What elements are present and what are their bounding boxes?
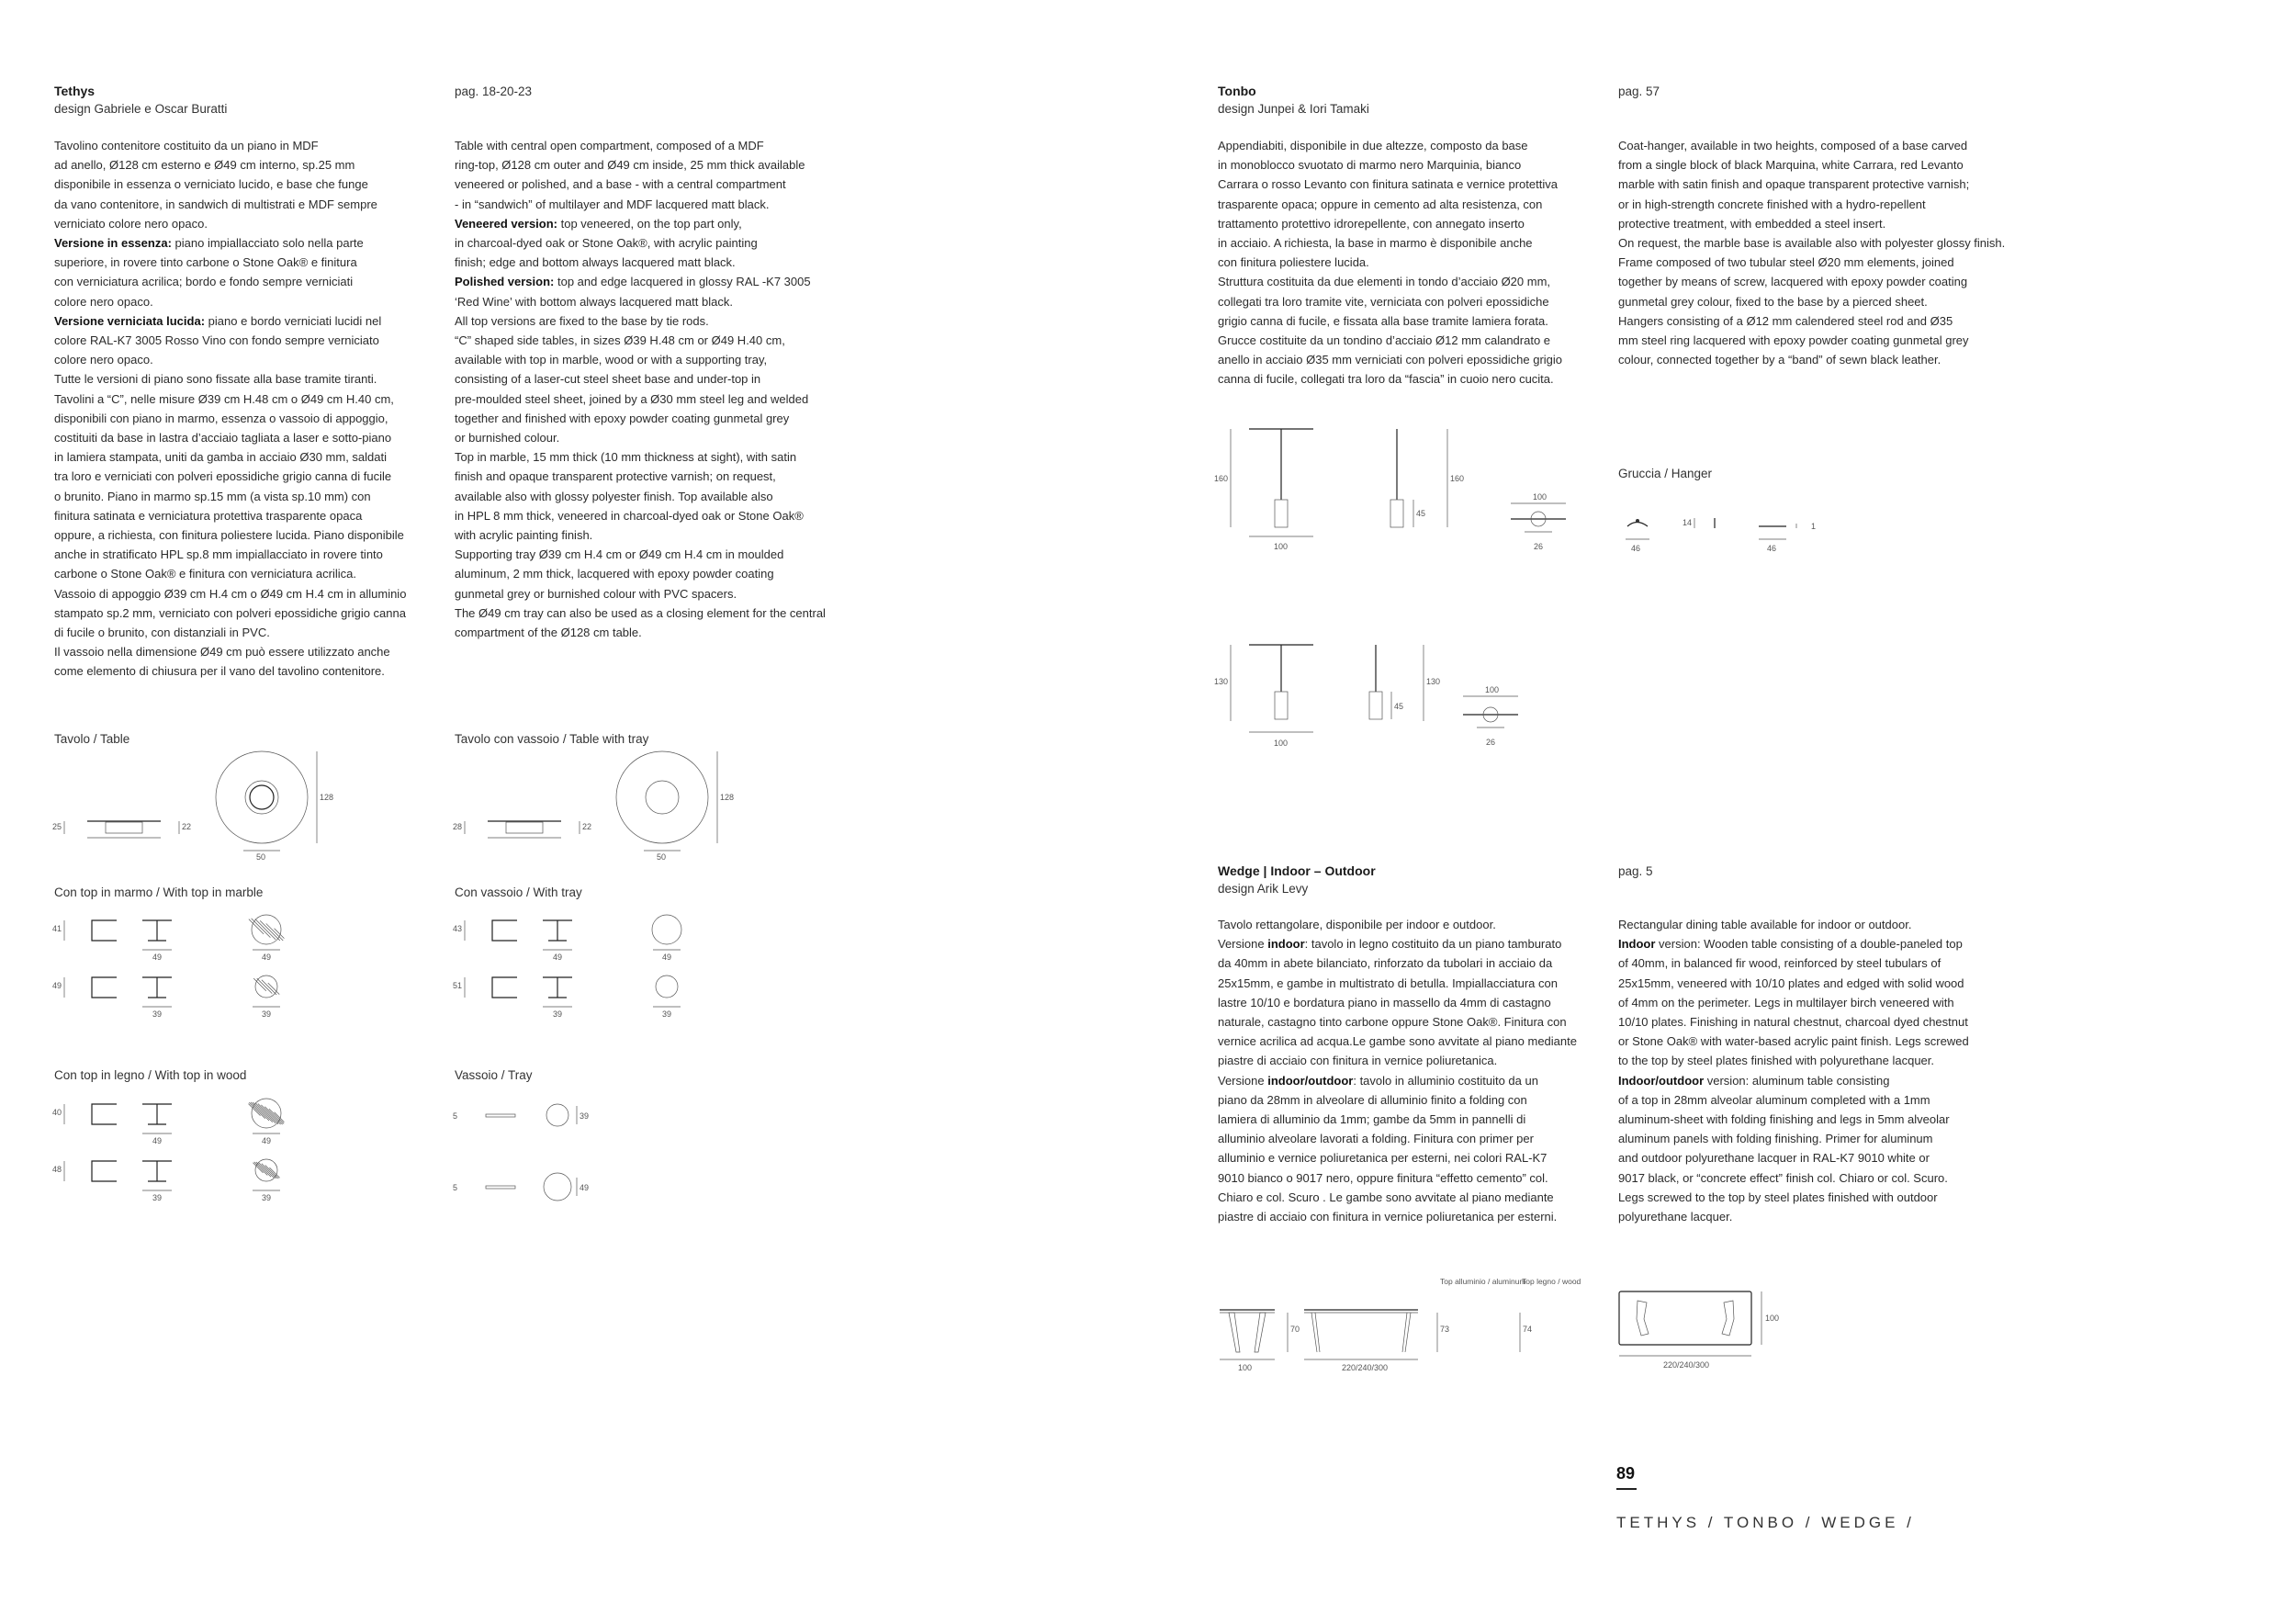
tonbo-header <box>1218 83 1369 118</box>
text-line: in HPL 8 mm thick, veneered in charcoal-dyed oak or Stone Oak® <box>455 508 804 523</box>
tethys-description-english <box>455 136 826 642</box>
text-line: ad anello, Ø128 cm esterno e Ø49 cm interno, sp.25 mm <box>54 158 355 173</box>
side-table-set <box>52 976 280 1019</box>
text-line: disponibili con piano in marmo, essenza o vassoio di appoggio, <box>54 411 388 425</box>
dim: 128 <box>720 793 735 802</box>
text-line: anche in stratificato HPL sp.8 mm impiallacciato in rovere tinto <box>54 547 383 562</box>
text-line: costituiti da base in lastra d’acciaio tagliata a laser e sotto-piano <box>54 431 392 445</box>
text-line: with acrylic painting finish. <box>455 528 593 543</box>
dim: 22 <box>182 822 192 831</box>
text-line: lastre 10/10 e bordatura piano in massello da 4mm di castagno <box>1218 995 1551 1009</box>
text-line: Struttura costituita da due elementi in tondo d’acciaio Ø20 mm, <box>1218 275 1551 289</box>
tethys-table-drawing <box>51 751 344 862</box>
dim: 49 <box>553 953 563 962</box>
text-line: Hangers consisting of a Ø12 mm calendered steel rod and Ø35 <box>1618 313 1953 328</box>
text-line: come elemento di chiusura per il vano del tavolino contenitore. <box>54 664 385 679</box>
wedge-elevation-drawing <box>1212 1275 1616 1376</box>
text-line: to the top by steel plates finished with polyurethane lacquer. <box>1618 1054 1934 1068</box>
text-line: piastre di acciaio con finitura in vernice poliuretanica. <box>1218 1054 1498 1068</box>
tethys-tray-table-label: Tavolo con vassoio / Table with tray <box>455 732 649 746</box>
text-line: Versione in essenza: piano impiallacciato solo nella parte <box>54 236 364 251</box>
text-line: Indoor version: Wooden table consisting of a double-paneled top <box>1618 937 1963 952</box>
text-line: colour, connected together by a “band” of sewn black leather. <box>1618 353 1941 367</box>
dim: 220/240/300 <box>1663 1360 1710 1370</box>
text-line: mm steel ring lacquered with epoxy powder coating gunmetal grey <box>1618 333 1969 348</box>
wedge-designer: design Arik Levy <box>1218 882 1309 896</box>
dim: 128 <box>320 793 334 802</box>
dim: 100 <box>1274 739 1289 748</box>
dim: 25 <box>52 822 62 831</box>
dim: 100 <box>1533 492 1548 502</box>
text-line: da 40mm in abete bilanciato, rinforzato da tubolari in acciaio da <box>1218 956 1553 971</box>
text-line: Supporting tray Ø39 cm H.4 cm or Ø49 cm H.4 cm in moulded <box>455 547 784 562</box>
text-line: Rectangular dining table available for indoor or outdoor. <box>1618 918 1912 931</box>
text-line: 10/10 plates. Finishing in natural chestnut, charcoal dyed chestnut <box>1618 1015 1968 1030</box>
dim: 28 <box>453 822 463 831</box>
tonbo-hanger-label: Gruccia / Hanger <box>1618 467 1713 480</box>
text-line: vernice acrilica ad acqua.Le gambe sono avvitate al piano mediante <box>1218 1034 1577 1049</box>
dim: 49 <box>262 1136 272 1145</box>
text-line: in lamiera stampata, uniti da gamba in acciaio Ø30 mm, saldati <box>54 450 388 465</box>
dim: 48 <box>52 1165 62 1174</box>
tethys-description-italian <box>54 136 406 682</box>
tonbo-description-italian <box>1218 136 1562 389</box>
text-line: gunmetal grey or burnished colour with PVC spacers. <box>455 586 737 601</box>
dim: 49 <box>262 953 272 962</box>
tonbo-page-ref: pag. 57 <box>1618 85 1660 98</box>
dim: 74 <box>1523 1325 1533 1334</box>
text-line: Tutte le versioni di piano sono fissate alla base tramite tiranti. <box>54 372 377 387</box>
text-line: finitura satinata e verniciatura protettiva trasparente opaca <box>54 508 363 523</box>
tonbo-designer: design Junpei & Iori Tamaki <box>1218 102 1369 116</box>
text-line: consisting of a laser-cut steel sheet base and under-top in <box>455 372 761 387</box>
tonbo-title: Tonbo <box>1218 84 1256 98</box>
text-line: or Stone Oak® with water-based acrylic paint finish. Legs screwed <box>1618 1034 1969 1049</box>
text-line: canna di fucile, collegati tra loro da “fascia” in cuoio nero cucita. <box>1218 372 1554 387</box>
dim: 100 <box>1274 542 1289 551</box>
tethys-wood-drawings <box>51 1093 344 1212</box>
tethys-tray-label: Con vassoio / With tray <box>455 885 582 899</box>
text-line: 9010 bianco o 9017 nero, oppure finitura “effetto cemento” col. <box>1218 1170 1548 1185</box>
text-line: gunmetal grey colour, fixed to the base by a pierced sheet. <box>1618 294 1928 309</box>
wedge-description-italian <box>1218 915 1577 1226</box>
text-line: colore nero opaco. <box>54 294 153 309</box>
tonbo-description-english <box>1618 136 2005 369</box>
text-line: Versione verniciata lucida: piano e bordo verniciati lucidi nel <box>54 313 382 328</box>
tonbo-hanger-drawing-detail <box>1616 505 1855 560</box>
text-line: aluminum, 2 mm thick, lacquered with epoxy powder coating <box>455 567 774 581</box>
tethys-tray-drawings <box>451 909 745 1029</box>
dim: 46 <box>1631 544 1641 553</box>
dim: 50 <box>256 852 266 862</box>
text-line: Frame composed of two tubular steel Ø20 mm elements, joined <box>1618 255 1954 270</box>
text-line: Il vassoio nella dimensione Ø49 cm può essere utilizzato anche <box>54 645 390 660</box>
dim: 49 <box>580 1183 590 1192</box>
dim: Top legno / wood <box>1522 1277 1581 1286</box>
dim: 39 <box>662 1009 672 1019</box>
text-line: of 4mm on the perimeter. Legs in multilayer birch veneered with <box>1618 995 1954 1009</box>
text-line: Chiaro e col. Scuro . Le gambe sono avvitate al piano mediante <box>1218 1190 1554 1204</box>
text-line: Table with central open compartment, composed of a MDF <box>455 139 764 152</box>
tonbo-short-drawing <box>1212 640 1598 760</box>
text-line: and outdoor polyurethane lacquer in RAL-K7 9010 white or <box>1618 1151 1930 1166</box>
wedge-page-ref: pag. 5 <box>1618 864 1653 878</box>
text-line: marble with satin finish and opaque transparent protective varnish; <box>1618 177 1970 192</box>
text-line: finish; edge and bottom always lacquered matt black. <box>455 255 736 270</box>
side-table-set <box>52 1159 280 1202</box>
text-line: con finitura poliestere lucida. <box>1218 255 1369 270</box>
dim: 39 <box>262 1009 272 1019</box>
text-line: oppure, a richiesta, con finitura poliestere lucida. Piano disponibile <box>54 528 404 543</box>
tethys-page-ref: pag. 18-20-23 <box>455 85 533 98</box>
text-line: con verniciatura acrilica; bordo e fondo sempre verniciati <box>54 275 354 289</box>
dim: 5 <box>453 1183 458 1192</box>
dim: 45 <box>1394 702 1404 711</box>
text-line: colore RAL-K7 3005 Rosso Vino con fondo sempre verniciato <box>54 333 379 348</box>
dim: 41 <box>52 924 62 933</box>
text-line: aluminum panels with folding finishing. Primer for aluminum <box>1618 1132 1933 1146</box>
dim: 73 <box>1440 1325 1450 1334</box>
text-line: Vassoio di appoggio Ø39 cm H.4 cm o Ø49 cm H.4 cm in alluminio <box>54 586 407 601</box>
text-line: available with top in marble, wood or with a supporting tray, <box>455 353 768 367</box>
dim: 50 <box>657 852 667 862</box>
side-table-set <box>52 915 284 962</box>
text-line: stampato sp.2 mm, verniciato con polveri epossidiche grigio canna <box>54 605 406 620</box>
dim: 39 <box>152 1193 163 1202</box>
text-line: from a single block of black Marquina, white Carrara, red Levanto <box>1618 158 1964 173</box>
text-line: polyurethane lacquer. <box>1618 1210 1733 1224</box>
text-line: in monoblocco svuotato di marmo nero Marquinia, bianco <box>1218 158 1522 173</box>
side-table-set <box>453 976 681 1019</box>
text-line: Indoor/outdoor version: aluminum table consisting <box>1618 1073 1890 1088</box>
wedge-description-english <box>1618 915 1969 1226</box>
dim: 39 <box>553 1009 563 1019</box>
text-line: alluminio alveolare lavorati a folding. Finitura con primer per <box>1218 1132 1534 1146</box>
text-line: finish and opaque transparent protective varnish; on request, <box>455 469 776 484</box>
text-line: On request, the marble base is available also with polyester glossy finish. <box>1618 236 2006 251</box>
tethys-vassoio-drawings <box>451 1093 635 1212</box>
dim: 130 <box>1426 677 1441 686</box>
dim: 39 <box>152 1009 163 1019</box>
text-line: or burnished colour. <box>455 431 560 445</box>
wedge-plan-drawing <box>1616 1291 1800 1374</box>
tray-set <box>453 1104 589 1126</box>
text-line: Veneered version: top veneered, on the top part only, <box>455 216 742 231</box>
text-line: together by means of screw, lacquered with epoxy powder coating <box>1618 275 1968 289</box>
dim: 46 <box>1767 544 1777 553</box>
dim: 49 <box>662 953 672 962</box>
text-line: trasparente opaca; oppure in cemento ad alta resistenza, con <box>1218 197 1543 211</box>
text-line: Coat-hanger, available in two heights, composed of a base carved <box>1618 139 1968 152</box>
dim: 130 <box>1214 677 1229 686</box>
wedge-header <box>1218 863 1376 897</box>
text-line: of 40mm, in balanced fir wood, reinforced by steel tubulars of <box>1618 956 1941 971</box>
dim: 100 <box>1765 1314 1780 1323</box>
text-line: anello in acciaio Ø35 mm verniciati con polveri epossidiche grigio <box>1218 353 1563 367</box>
tethys-designer: design Gabriele e Oscar Buratti <box>54 102 228 116</box>
text-line: available also with glossy polyester finish. Top available also <box>455 489 773 503</box>
dim: 43 <box>453 924 463 933</box>
tray-set <box>453 1173 589 1201</box>
text-line: carbone o Stone Oak® e finitura con verniciatura acrilica. <box>54 567 356 581</box>
text-line: Tavolini a “C”, nelle misure Ø39 cm H.48 cm o Ø49 cm H.40 cm, <box>54 391 394 406</box>
dim: 49 <box>152 953 163 962</box>
text-line: 25x15mm, e gambe in multistrato di betulla. Impiallacciatura con <box>1218 976 1558 990</box>
tethys-vassoio-label: Vassoio / Tray <box>455 1068 533 1082</box>
text-line: veneered or polished, and a base - with a central compartment <box>455 177 786 192</box>
text-line: - in “sandwich” of multilayer and MDF lacquered matt black. <box>455 197 770 211</box>
text-line: Polished version: top and edge lacquered in glossy RAL -K7 3005 <box>455 275 811 289</box>
text-line: trattamento protettivo idrorepellente, con annegato inserto <box>1218 216 1525 231</box>
text-line: Versione indoor: tavolo in legno costituito da un piano tamburato <box>1218 937 1562 952</box>
text-line: Top in marble, 15 mm thick (10 mm thickness at sight), with satin <box>455 450 797 465</box>
text-line: “C” shaped side tables, in sizes Ø39 H.48 cm or Ø49 H.40 cm, <box>455 333 785 348</box>
dim: 22 <box>582 822 592 831</box>
text-line: 25x15mm, veneered with 10/10 plates and edged with solid wood <box>1618 976 1964 990</box>
text-line: ‘Red Wine’ with bottom always lacquered matt black. <box>455 294 733 309</box>
dim: 26 <box>1534 542 1544 551</box>
text-line: piano da 28mm in alveolare di alluminio finito a folding con <box>1218 1092 1527 1107</box>
side-table-set <box>52 1099 284 1145</box>
text-line: di fucile o brunito, con distanziali in PVC. <box>54 626 270 640</box>
dim: 49 <box>52 981 62 990</box>
text-line: tra loro e verniciati con polveri epossidiche grigio canna di fucile <box>54 469 392 484</box>
text-line: protective treatment, with embedded a steel insert. <box>1618 216 1886 231</box>
dim: 45 <box>1416 509 1426 518</box>
tethys-header <box>54 83 227 118</box>
text-line: collegati tra loro tramite vite, verniciata con polveri epossidiche <box>1218 294 1549 309</box>
tethys-tray-table-drawing <box>451 751 745 862</box>
text-line: Carrara o rosso Levanto con finitura satinata e vernice protettiva <box>1218 177 1558 192</box>
dim: 70 <box>1290 1325 1300 1334</box>
text-line: The Ø49 cm tray can also be used as a closing element for the central <box>455 605 826 620</box>
text-line: of a top in 28mm alveolar aluminum completed with a 1mm <box>1618 1092 1930 1107</box>
text-line: verniciato colore nero opaco. <box>54 216 208 231</box>
text-line: piastre di acciaio con finitura in vernice poliuretanica per esterni. <box>1218 1210 1558 1224</box>
text-line: Appendiabiti, disponibile in due altezze, composto da base <box>1218 139 1528 152</box>
collection-footer: TETHYS / TONBO / WEDGE / <box>1616 1514 1915 1531</box>
text-line: lamiera di alluminio da 1mm; gambe da 5mm in pannelli di <box>1218 1112 1526 1127</box>
dim: 49 <box>152 1136 163 1145</box>
page-number-underline <box>1616 1488 1637 1490</box>
dim: Top alluminio / aluminum <box>1440 1277 1526 1286</box>
text-line: grigio canna di fucile, e fissata alla base tramite lamiera forata. <box>1218 313 1548 328</box>
text-line: alluminio e vernice poliuretanica per esterni, nei colori RAL-K7 <box>1218 1151 1548 1166</box>
dim: 100 <box>1485 685 1500 694</box>
dim: 5 <box>453 1111 458 1121</box>
text-line: disponibile in essenza o verniciato lucido, e base che funge <box>54 177 368 192</box>
text-line: o brunito. Piano in marmo sp.15 mm (a vista sp.10 mm) con <box>54 489 371 503</box>
text-line: All top versions are fixed to the base by tie rods. <box>455 313 709 328</box>
dim: 51 <box>453 981 463 990</box>
text-line: in acciaio. A richiesta, la base in marmo è disponibile anche <box>1218 236 1533 251</box>
tethys-title: Tethys <box>54 84 96 98</box>
dim: 14 <box>1683 518 1693 527</box>
dim: 100 <box>1238 1363 1253 1372</box>
text-line: da vano contenitore, in sandwich di multistrati e MDF sempre <box>54 197 377 211</box>
text-line: 9017 black, or “concrete effect” finish col. Chiaro or col. Scuro. <box>1618 1170 1948 1185</box>
dim: 160 <box>1214 474 1229 483</box>
tonbo-tall-drawing <box>1212 424 1598 562</box>
wedge-title: Wedge | Indoor – Outdoor <box>1218 863 1376 878</box>
text-line: ring-top, Ø128 cm outer and Ø49 cm inside, 25 mm thick available <box>455 158 805 173</box>
page-number: 89 <box>1616 1464 1636 1483</box>
text-line: colore nero opaco. <box>54 353 153 367</box>
text-line: or in high-strength concrete finished with a hydro-repellent <box>1618 197 1926 211</box>
dim: 220/240/300 <box>1342 1363 1389 1372</box>
dim: 40 <box>52 1108 62 1117</box>
text-line: naturale, castagno tinto carbone oppure Stone Oak®. Finitura con <box>1218 1015 1567 1030</box>
text-line: Legs screwed to the top by steel plates finished with outdoor <box>1618 1190 1938 1204</box>
text-line: aluminum-sheet with folding finishing and legs in 5mm alveolar <box>1618 1112 1950 1127</box>
text-line: Tavolino contenitore costituito da un piano in MDF <box>54 139 319 152</box>
tethys-table-label: Tavolo / Table <box>54 732 130 746</box>
tethys-marble-drawings <box>51 909 344 1029</box>
dim: 39 <box>580 1111 590 1121</box>
dim: 26 <box>1486 738 1496 747</box>
side-table-set <box>453 915 681 962</box>
text-line: together and finished with epoxy powder coating gunmetal grey <box>455 411 790 425</box>
text-line: Tavolo rettangolare, disponibile per indoor e outdoor. <box>1218 918 1496 931</box>
text-line: in charcoal-dyed oak or Stone Oak®, with acrylic painting <box>455 236 758 251</box>
text-line: compartment of the Ø128 cm table. <box>455 626 642 640</box>
dim: 1 <box>1811 522 1817 531</box>
text-line: pre-moulded steel sheet, joined by a Ø30 mm steel leg and welded <box>455 391 809 406</box>
text-line: Versione indoor/outdoor: tavolo in alluminio costituito da un <box>1218 1073 1538 1088</box>
tethys-wood-label: Con top in legno / With top in wood <box>54 1068 247 1082</box>
dim: 39 <box>262 1193 272 1202</box>
text-line: Grucce costituite da un tondino d’acciaio Ø12 mm calandrato e <box>1218 333 1551 348</box>
text-line: superiore, in rovere tinto carbone o Stone Oak® e finitura <box>54 255 357 270</box>
tethys-marble-label: Con top in marmo / With top in marble <box>54 885 264 899</box>
dim: 160 <box>1450 474 1465 483</box>
